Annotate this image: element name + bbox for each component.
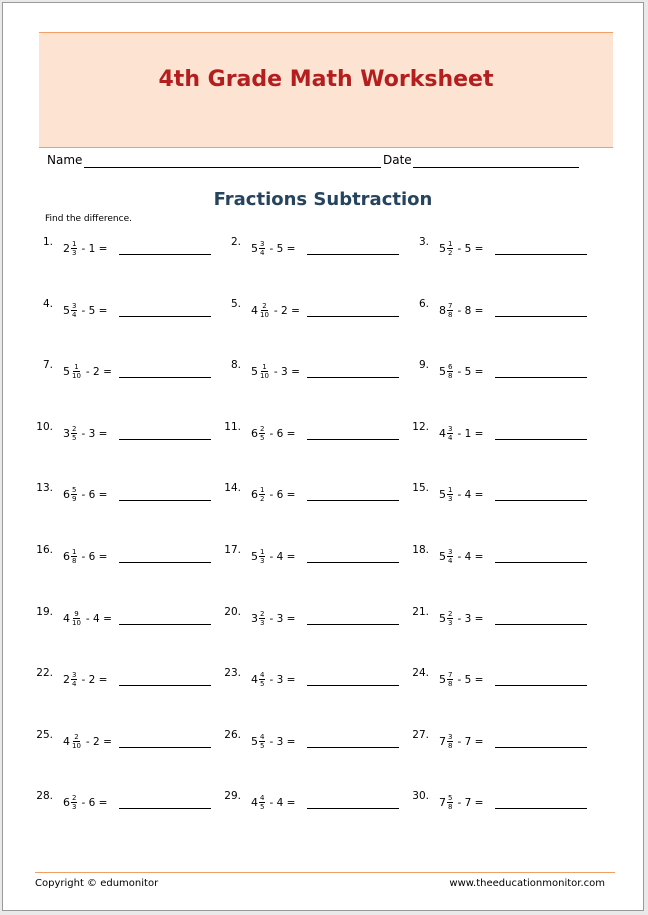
problem-number: 28.	[36, 790, 53, 802]
problem-number: 20.	[224, 606, 241, 618]
problem-number: 18.	[412, 544, 429, 556]
fraction	[447, 425, 453, 442]
answer-blank[interactable]	[119, 747, 211, 748]
problem-number: 13.	[36, 482, 53, 494]
fraction	[447, 610, 453, 627]
answer-blank[interactable]	[495, 562, 587, 563]
denominator: 5	[260, 680, 265, 688]
denominator: 4	[448, 557, 453, 565]
denominator: 3	[72, 249, 77, 257]
answer-blank[interactable]	[495, 254, 587, 255]
problem-expression	[251, 671, 295, 688]
date-field[interactable]	[413, 167, 579, 168]
problem-item	[35, 727, 221, 757]
problem-item	[223, 604, 409, 634]
problem-number: 26.	[224, 729, 241, 741]
whole-number: 6	[251, 488, 258, 501]
whole-number: 4	[439, 427, 446, 440]
numerator: 9	[74, 610, 79, 618]
denominator: 4	[72, 680, 77, 688]
problem-item	[411, 234, 597, 264]
problem-expression	[63, 363, 112, 380]
answer-blank[interactable]	[119, 562, 211, 563]
numerator: 3	[260, 240, 265, 248]
problem-expression	[251, 363, 300, 380]
answer-blank[interactable]	[119, 685, 211, 686]
operation: - 5 =	[457, 365, 484, 378]
numerator: 1	[260, 486, 265, 494]
whole-number: 5	[251, 550, 258, 563]
whole-number: 6	[63, 488, 70, 501]
fraction	[71, 302, 77, 319]
problem-expression	[439, 240, 483, 257]
fraction	[71, 794, 77, 811]
numerator: 3	[448, 548, 453, 556]
problem-number: 5.	[230, 298, 241, 310]
problem-number: 16.	[36, 544, 53, 556]
denominator: 9	[72, 495, 77, 503]
fraction	[259, 671, 265, 688]
operation: - 2 =	[85, 365, 112, 378]
fraction	[259, 548, 265, 565]
whole-number: 5	[63, 304, 70, 317]
problem-expression	[251, 486, 295, 503]
problem-expression	[251, 302, 300, 319]
numerator: 2	[72, 794, 77, 802]
operation: - 8 =	[457, 304, 484, 317]
problem-expression	[439, 302, 483, 319]
problem-item	[411, 727, 597, 757]
answer-blank[interactable]	[307, 254, 399, 255]
problem-item	[223, 234, 409, 264]
whole-number: 4	[63, 612, 70, 625]
numerator: 2	[448, 610, 453, 618]
whole-number: 5	[251, 365, 258, 378]
instruction-text: Find the difference.	[45, 214, 132, 224]
fraction	[71, 610, 82, 627]
problem-item	[223, 665, 409, 695]
problem-number: 1.	[42, 236, 53, 248]
numerator: 3	[448, 733, 453, 741]
problem-expression	[63, 240, 107, 257]
problem-number: 4.	[42, 298, 53, 310]
answer-blank[interactable]	[119, 377, 211, 378]
answer-blank[interactable]	[307, 562, 399, 563]
fraction	[71, 240, 77, 257]
fraction	[259, 610, 265, 627]
whole-number: 6	[63, 550, 70, 563]
denominator: 2	[448, 249, 453, 257]
problem-expression	[251, 425, 295, 442]
fraction	[447, 302, 453, 319]
whole-number: 2	[63, 242, 70, 255]
numerator: 1	[74, 363, 79, 371]
whole-number: 5	[439, 242, 446, 255]
problem-number: 17.	[224, 544, 241, 556]
fraction	[447, 548, 453, 565]
fraction	[259, 240, 265, 257]
date-label: Date	[383, 153, 412, 167]
denominator: 8	[448, 372, 453, 380]
problem-expression	[63, 486, 107, 503]
operation: - 6 =	[269, 488, 296, 501]
problem-number: 22.	[36, 667, 53, 679]
whole-number: 5	[251, 735, 258, 748]
whole-number: 5	[439, 365, 446, 378]
numerator: 3	[72, 302, 77, 310]
problem-number: 2.	[230, 236, 241, 248]
problem-number: 19.	[36, 606, 53, 618]
operation: - 2 =	[81, 673, 108, 686]
whole-number: 6	[63, 796, 70, 809]
problem-item	[223, 480, 409, 510]
fraction	[71, 425, 77, 442]
name-date-row	[47, 153, 587, 171]
operation: - 1 =	[457, 427, 484, 440]
operation: - 6 =	[81, 796, 108, 809]
problem-item	[411, 542, 597, 572]
whole-number: 4	[251, 673, 258, 686]
problem-number: 10.	[36, 421, 53, 433]
numerator: 2	[72, 425, 77, 433]
problem-item	[35, 788, 221, 818]
problem-number: 21.	[412, 606, 429, 618]
operation: - 6 =	[269, 427, 296, 440]
whole-number: 5	[439, 612, 446, 625]
whole-number: 7	[439, 796, 446, 809]
numerator: 1	[262, 363, 267, 371]
answer-blank[interactable]	[307, 316, 399, 317]
problem-item	[223, 727, 409, 757]
problem-expression	[251, 610, 295, 627]
problem-expression	[63, 733, 112, 750]
answer-blank[interactable]	[307, 377, 399, 378]
problem-expression	[251, 240, 295, 257]
operation: - 6 =	[81, 488, 108, 501]
answer-blank[interactable]	[495, 747, 587, 748]
answer-blank[interactable]	[307, 747, 399, 748]
whole-number: 5	[439, 673, 446, 686]
footer-divider	[35, 872, 615, 873]
header-banner	[39, 32, 613, 148]
answer-blank[interactable]	[119, 808, 211, 809]
denominator: 10	[260, 372, 269, 380]
numerator: 1	[72, 240, 77, 248]
operation: - 4 =	[269, 796, 296, 809]
operation: - 2 =	[273, 304, 300, 317]
fraction	[259, 425, 265, 442]
website-link[interactable]: www.theeducationmonitor.com	[449, 878, 605, 889]
operation: - 1 =	[81, 242, 108, 255]
problem-item	[35, 234, 221, 264]
problem-item	[35, 604, 221, 634]
answer-blank[interactable]	[307, 500, 399, 501]
numerator: 2	[260, 610, 265, 618]
answer-blank[interactable]	[495, 500, 587, 501]
answer-blank[interactable]	[119, 254, 211, 255]
name-field[interactable]	[84, 167, 381, 168]
numerator: 2	[74, 733, 79, 741]
denominator: 10	[260, 311, 269, 319]
problem-number: 27.	[412, 729, 429, 741]
numerator: 1	[260, 548, 265, 556]
operation: - 5 =	[457, 673, 484, 686]
numerator: 5	[448, 794, 453, 802]
answer-blank[interactable]	[119, 439, 211, 440]
problem-expression	[439, 610, 483, 627]
whole-number: 3	[251, 612, 258, 625]
problem-expression	[439, 425, 483, 442]
problem-number: 9.	[418, 359, 429, 371]
numerator: 6	[448, 363, 453, 371]
problem-item	[411, 357, 597, 387]
operation: - 4 =	[457, 488, 484, 501]
denominator: 8	[448, 311, 453, 319]
problem-expression	[439, 671, 483, 688]
fraction	[447, 486, 453, 503]
denominator: 2	[260, 495, 265, 503]
problem-number: 25.	[36, 729, 53, 741]
copyright-text: Copyright © edumonitor	[35, 878, 159, 889]
numerator: 2	[262, 302, 267, 310]
answer-blank[interactable]	[307, 808, 399, 809]
problem-number: 24.	[412, 667, 429, 679]
denominator: 5	[260, 434, 265, 442]
problem-item	[411, 480, 597, 510]
fraction	[259, 486, 265, 503]
operation: - 3 =	[81, 427, 108, 440]
fraction	[447, 240, 453, 257]
denominator: 8	[448, 742, 453, 750]
whole-number: 7	[439, 735, 446, 748]
problem-number: 11.	[224, 421, 241, 433]
problem-expression	[251, 548, 295, 565]
name-label: Name	[47, 153, 83, 167]
denominator: 10	[72, 619, 81, 627]
operation: - 5 =	[457, 242, 484, 255]
answer-blank[interactable]	[307, 439, 399, 440]
operation: - 7 =	[457, 796, 484, 809]
fraction	[259, 363, 270, 380]
operation: - 4 =	[269, 550, 296, 563]
answer-blank[interactable]	[119, 624, 211, 625]
fraction	[71, 733, 82, 750]
denominator: 4	[260, 249, 265, 257]
whole-number: 4	[251, 304, 258, 317]
numerator: 4	[260, 671, 265, 679]
problem-item	[35, 480, 221, 510]
problem-item	[411, 665, 597, 695]
operation: - 3 =	[269, 612, 296, 625]
problem-number: 30.	[412, 790, 429, 802]
denominator: 10	[72, 372, 81, 380]
fraction	[71, 486, 77, 503]
problem-expression	[251, 794, 295, 811]
worksheet-title: 4th Grade Math Worksheet	[158, 67, 494, 92]
answer-blank[interactable]	[495, 439, 587, 440]
problem-number: 6.	[418, 298, 429, 310]
whole-number: 8	[439, 304, 446, 317]
whole-number: 5	[63, 365, 70, 378]
answer-blank[interactable]	[307, 624, 399, 625]
problem-expression	[439, 486, 483, 503]
problem-item	[223, 296, 409, 326]
numerator: 2	[260, 425, 265, 433]
numerator: 4	[260, 794, 265, 802]
denominator: 8	[72, 557, 77, 565]
denominator: 4	[72, 311, 77, 319]
operation: - 5 =	[81, 304, 108, 317]
operation: - 6 =	[81, 550, 108, 563]
denominator: 5	[260, 803, 265, 811]
operation: - 3 =	[269, 735, 296, 748]
problem-expression	[63, 671, 107, 688]
numerator: 3	[72, 671, 77, 679]
problem-expression	[63, 425, 107, 442]
fraction	[259, 794, 265, 811]
denominator: 3	[448, 619, 453, 627]
numerator: 7	[448, 671, 453, 679]
denominator: 8	[448, 803, 453, 811]
numerator: 1	[448, 486, 453, 494]
operation: - 5 =	[269, 242, 296, 255]
worksheet-page	[2, 2, 644, 911]
problem-expression	[63, 610, 112, 627]
problem-item	[35, 296, 221, 326]
answer-blank[interactable]	[495, 316, 587, 317]
problem-expression	[63, 548, 107, 565]
problem-expression	[63, 794, 107, 811]
problem-number: 15.	[412, 482, 429, 494]
operation: - 4 =	[457, 550, 484, 563]
problem-item	[35, 419, 221, 449]
operation: - 3 =	[269, 673, 296, 686]
answer-blank[interactable]	[495, 808, 587, 809]
fraction	[259, 302, 270, 319]
fraction	[447, 671, 453, 688]
problem-number: 14.	[224, 482, 241, 494]
answer-blank[interactable]	[495, 624, 587, 625]
problem-number: 23.	[224, 667, 241, 679]
problem-item	[223, 419, 409, 449]
fraction	[447, 363, 453, 380]
problem-number: 7.	[42, 359, 53, 371]
problem-number: 12.	[412, 421, 429, 433]
operation: - 3 =	[457, 612, 484, 625]
whole-number: 5	[439, 550, 446, 563]
problem-number: 29.	[224, 790, 241, 802]
denominator: 10	[72, 742, 81, 750]
fraction	[71, 671, 77, 688]
operation: - 4 =	[85, 612, 112, 625]
denominator: 5	[260, 742, 265, 750]
whole-number: 3	[63, 427, 70, 440]
problem-expression	[63, 302, 107, 319]
problem-expression	[439, 794, 483, 811]
numerator: 1	[72, 548, 77, 556]
answer-blank[interactable]	[495, 377, 587, 378]
problem-item	[223, 788, 409, 818]
problem-item	[35, 357, 221, 387]
problem-item	[411, 296, 597, 326]
problem-number: 3.	[418, 236, 429, 248]
denominator: 3	[260, 619, 265, 627]
answer-blank[interactable]	[495, 685, 587, 686]
fraction	[447, 794, 453, 811]
problem-expression	[251, 733, 295, 750]
fraction	[259, 733, 265, 750]
numerator: 4	[260, 733, 265, 741]
numerator: 3	[448, 425, 453, 433]
problem-item	[411, 788, 597, 818]
denominator: 3	[72, 803, 77, 811]
operation: - 7 =	[457, 735, 484, 748]
answer-blank[interactable]	[119, 316, 211, 317]
denominator: 8	[448, 680, 453, 688]
denominator: 4	[448, 434, 453, 442]
numerator: 5	[72, 486, 77, 494]
fraction	[71, 548, 77, 565]
problem-expression	[439, 363, 483, 380]
answer-blank[interactable]	[119, 500, 211, 501]
whole-number: 6	[251, 427, 258, 440]
denominator: 3	[448, 495, 453, 503]
fraction	[447, 733, 453, 750]
problem-item	[411, 419, 597, 449]
problem-number: 8.	[230, 359, 241, 371]
numerator: 1	[448, 240, 453, 248]
numerator: 7	[448, 302, 453, 310]
problem-item	[35, 665, 221, 695]
problem-expression	[439, 548, 483, 565]
whole-number: 4	[63, 735, 70, 748]
answer-blank[interactable]	[307, 685, 399, 686]
section-title: Fractions Subtraction	[213, 189, 433, 210]
operation: - 3 =	[273, 365, 300, 378]
whole-number: 4	[251, 796, 258, 809]
whole-number: 5	[251, 242, 258, 255]
operation: - 2 =	[85, 735, 112, 748]
problem-item	[223, 542, 409, 572]
problem-item	[35, 542, 221, 572]
denominator: 3	[260, 557, 265, 565]
problem-item	[223, 357, 409, 387]
problem-expression	[439, 733, 483, 750]
whole-number: 2	[63, 673, 70, 686]
denominator: 5	[72, 434, 77, 442]
problem-item	[411, 604, 597, 634]
whole-number: 5	[439, 488, 446, 501]
fraction	[71, 363, 82, 380]
